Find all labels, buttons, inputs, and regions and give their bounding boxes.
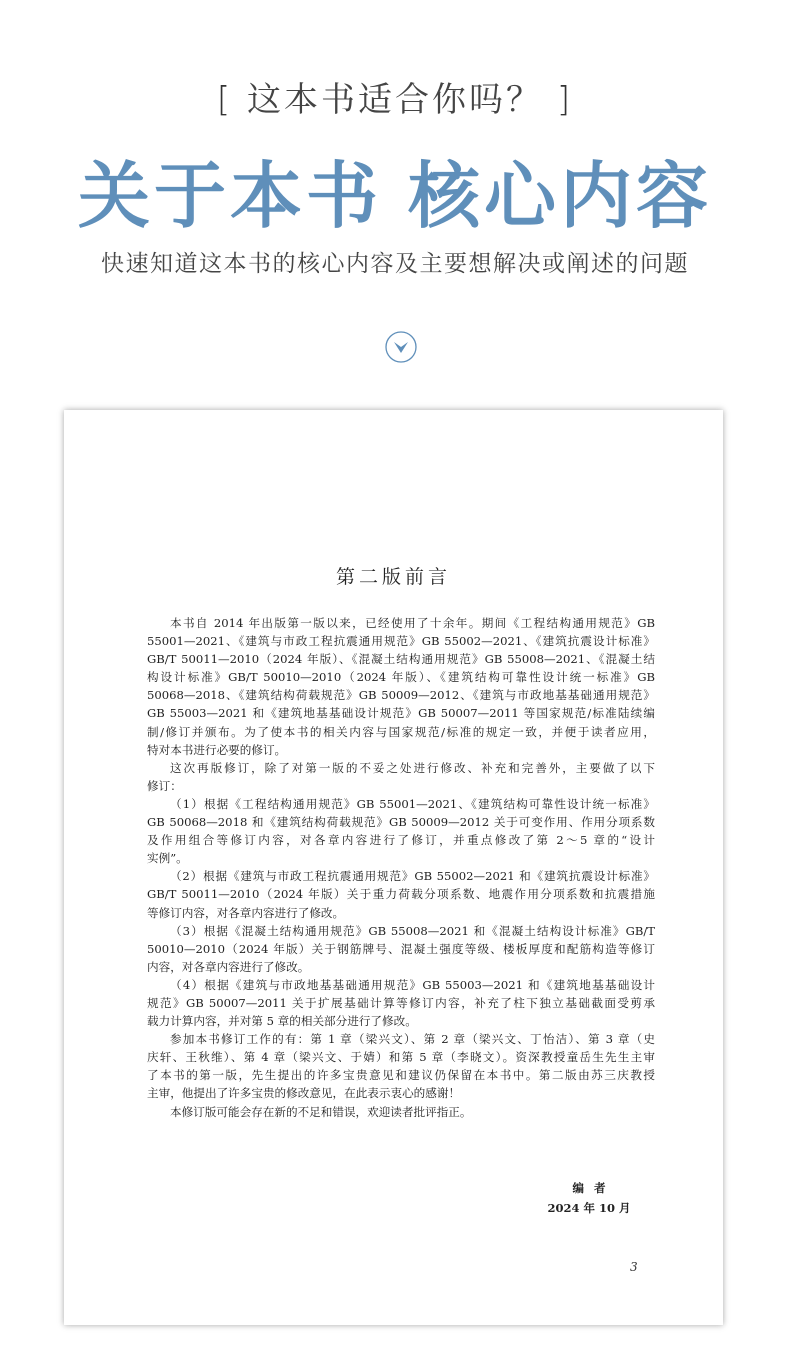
headline-right: 核心内容 [408, 153, 713, 238]
paragraph [147, 795, 655, 867]
text-line: 规范》GB 50007—2011 关于扩展基础计算等修订内容，补充了柱下独立基础截面受剪承 [147, 995, 655, 1010]
chevron-down-circle-icon[interactable] [385, 331, 417, 363]
author: 编者 [572, 1181, 616, 1195]
bracket-close: ] [556, 80, 574, 120]
page-number: 3 [630, 1260, 638, 1274]
text-line: 载力计算内容，并对第 5 章的相关部分进行了修改。 [147, 1014, 417, 1029]
text-line: 实例”。 [147, 851, 188, 866]
paragraph [147, 1030, 655, 1102]
text-line: （3）根据《混凝土结构通用规范》GB 55008—2021 和《混凝土结构设计标准》GB/T [170, 923, 655, 938]
text-line: （1）根据《工程结构通用规范》GB 55001—2021、《建筑结构可靠性设计统一标准》 [170, 796, 655, 811]
page-title: 第二版前言 [335, 566, 451, 588]
paragraph [147, 1103, 655, 1121]
text-line: 及作用组合等修订内容，对各章内容进行了修订，并重点修改了第 2～5 章的“设计 [147, 833, 655, 848]
subtitle: 快速知道这本书的核心内容及主要想解决或阐述的问题 [101, 251, 689, 277]
text-line: 参加本书修订工作的有：第 1 章（梁兴文）、第 2 章（梁兴文、丁怡洁）、第 3 章（史 [170, 1032, 655, 1047]
text-line: （4）根据《建筑与市政地基基础通用规范》GB 55003—2021 和《建筑地基基础设计 [170, 977, 655, 992]
text-line: GB 55003—2021 和《建筑地基基础设计规范》GB 50007—2011 等国家规范/标准陆续编 [147, 706, 655, 721]
text-line: 等修订内容，对各章内容进行了修改。 [147, 905, 345, 920]
kicker-heading [0, 72, 790, 121]
text-line: 了本书的第一版，先生提出的许多宝贵意见和建议仍保留在本书中。第二版由苏三庆教授 [147, 1068, 655, 1083]
text-line: GB 50068—2018 和《建筑结构荷载规范》GB 50009—2012 关于可变作用、作用分项系数 [147, 815, 655, 830]
text-line: 50068—2018、《建筑结构荷载规范》GB 50009—2012、《建筑与市政地基基础通用规范》 [147, 688, 655, 703]
headline-left: 关于本书 [77, 153, 382, 238]
paragraph [147, 614, 655, 759]
paragraph [147, 759, 655, 795]
text-line: 内容，对各章内容进行了修改。 [147, 959, 310, 974]
text-line: 庆轩、王秋维）、第 4 章（梁兴文、于婧）和第 5 章（李晓文）。资深教授童岳生先生主审 [147, 1050, 655, 1065]
bracket-open: [ [216, 80, 234, 120]
paragraph [147, 922, 655, 976]
text-line: 55001—2021、《建筑与市政工程抗震通用规范》GB 55002—2021、《建筑抗震设计标准》 [147, 634, 655, 649]
paragraph [147, 867, 655, 921]
text-line: 特对本书进行必要的修订。 [147, 742, 287, 757]
date: 2024 年 10 月 [547, 1201, 631, 1215]
book-page [64, 410, 723, 1325]
text-line: GB/T 50011—2010（2024 年版）、《混凝土结构通用规范》GB 55008—2021、《混凝土结 [147, 652, 655, 667]
text-line: 本书自 2014 年出版第一版以来，已经使用了十余年。期间《工程结构通用规范》GB [170, 616, 655, 630]
kicker-text: 这本书适合你吗？ [247, 80, 543, 120]
signature [534, 1178, 644, 1218]
text-line: 本修订版可能会存在新的不足和错误，欢迎读者批评指正。 [170, 1104, 472, 1119]
headline [0, 138, 790, 242]
text-line: 50010—2010（2024 年版）关于钢筋牌号、混凝土强度等级、楼板厚度和配筋构造等修订 [147, 941, 655, 956]
text-line: 这次再版修订，除了对第一版的不妥之处进行修改、补充和完善外，主要做了以下 [170, 760, 655, 775]
text-line: 制/修订并颁布。为了使本书的相关内容与国家规范/标准的规定一致，并便于读者应用， [147, 724, 655, 739]
text-line: （2）根据《建筑与市政工程抗震通用规范》GB 55002—2021 和《建筑抗震设计标准》 [170, 869, 655, 884]
text-line: 构设计标准》GB/T 50010—2010（2024 年版）、《建筑结构可靠性设计统一标准》GB [147, 670, 655, 685]
text-line: 主审，他提出了许多宝贵的修改意见，在此表示衷心的感谢！ [147, 1086, 461, 1101]
text-line: GB/T 50011—2010（2024 年版）关于重力荷载分项系数、地震作用分项系数和抗震措施 [147, 887, 655, 902]
preface-body [147, 614, 655, 1121]
text-line: 修订： [147, 778, 182, 793]
paragraph [147, 976, 655, 1030]
